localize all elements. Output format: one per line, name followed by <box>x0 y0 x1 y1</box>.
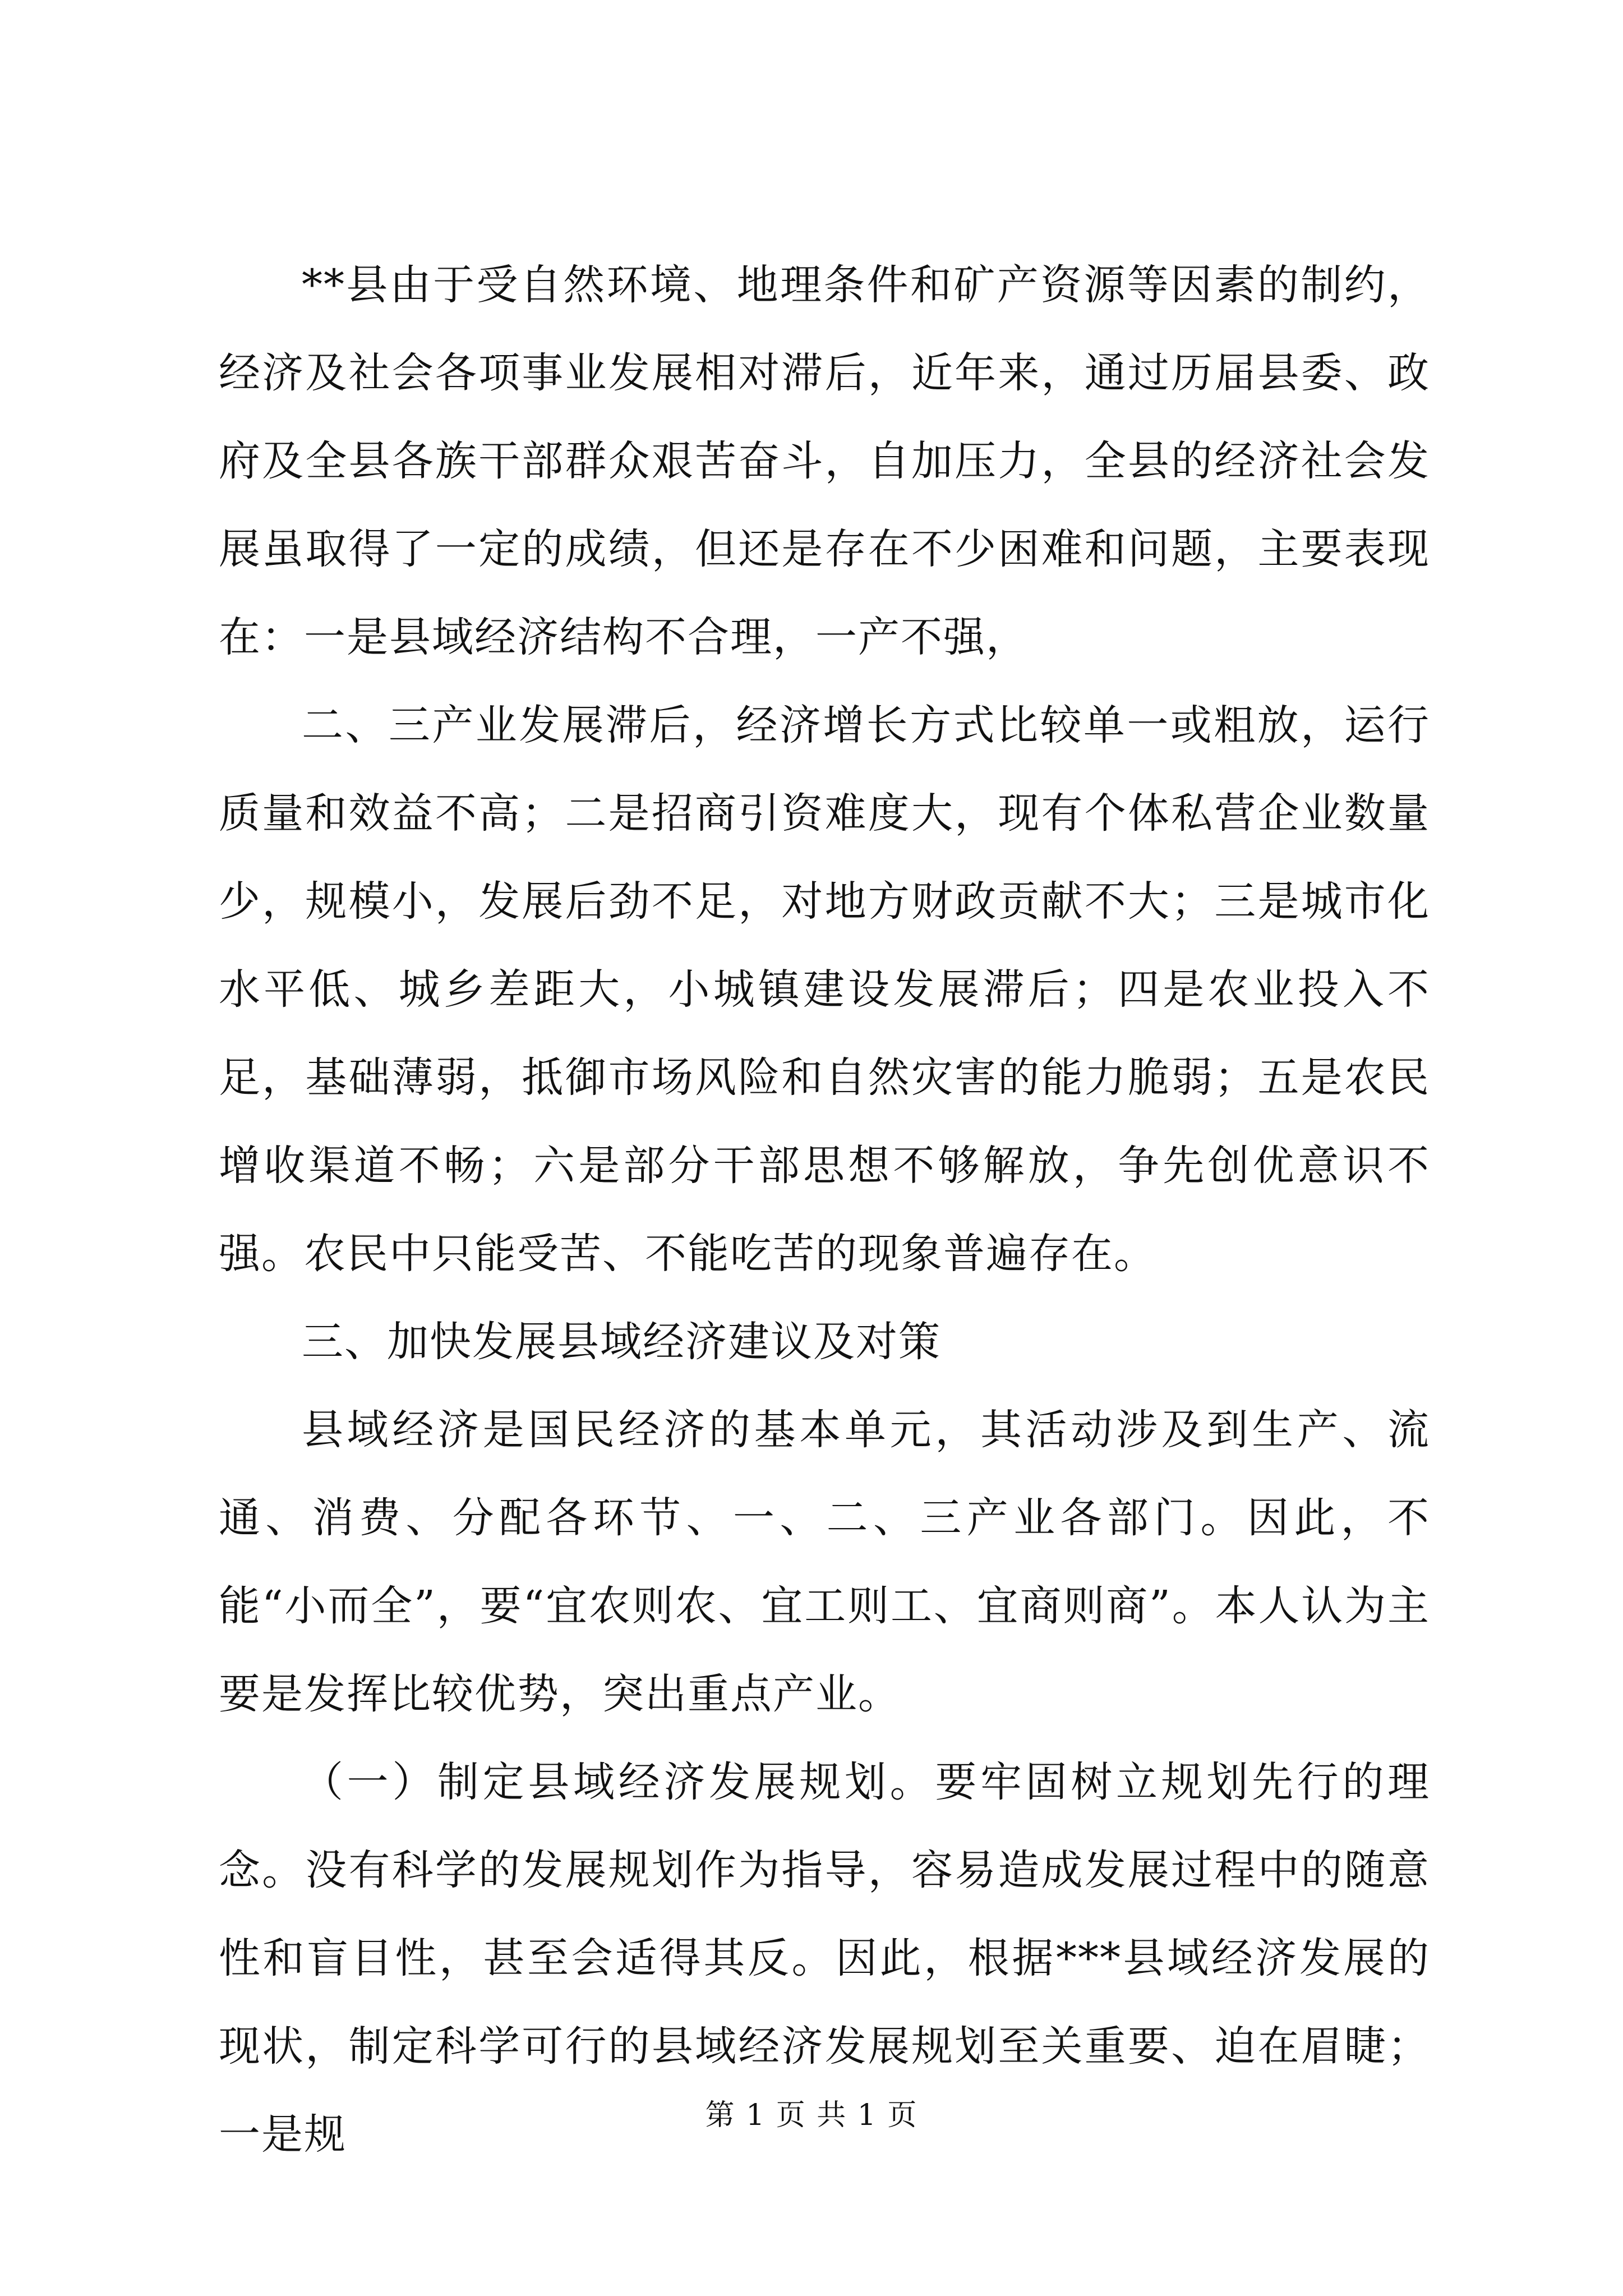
document-body <box>219 241 1430 2179</box>
paragraph-county-economy: 县域经济是国民经济的基本单元，其活动涉及到生产、流通、消费、分配各环节、一、二、三产业各部门。因此，不能“小而全”，要“宜农则农、宜工则工、宜商则商”。本人认为主要是发挥比较优势，突出重点产业。 <box>219 1406 1430 1718</box>
page-number-footer: 第 1 页 共 1 页 <box>705 2099 918 2132</box>
section-heading-suggestions: 三、加快发展县域经济建议及对策 <box>302 1318 941 1366</box>
paragraph-development-plan: （一）制定县域经济发展规划。要牢固树立规划先行的理念。没有科学的发展规划作为指导，容易造成发展过程中的随意性和盲目性，甚至会适得其反。因此，根据***县域经济发展的现状，制定科学可行的县域经济发展规划至关重要、迫在眉睫；一是规 <box>219 1758 1430 2159</box>
paragraph-problems-list: 二、三产业发展滞后，经济增长方式比较单一或粗放，运行质量和效益不高；二是招商引资难度大，现有个体私营企业数量少，规模小，发展后劲不足，对地方财政贡献不大；三是城市化水平低、城乡差距大，小城镇建设发展滞后；四是农业投入不足，基础薄弱，抵御市场风险和自然灾害的能力脆弱；五是农民增收渠道不畅；六是部分干部思想不够解放，争先创优意识不强。农民中只能受苦、不能吃苦的现象普遍存在。 <box>219 701 1430 1278</box>
paragraph-problems-intro: **县由于受自然环境、地理条件和矿产资源等因素的制约，经济及社会各项事业发展相对滞后，近年来，通过历届县委、政府及全县各族干部群众艰苦奋斗，自加压力，全县的经济社会发展虽取得了一定的成绩，但还是存在不少困难和问题，主要表现在：一是县域经济结构不合理，一产不强， <box>219 261 1430 661</box>
